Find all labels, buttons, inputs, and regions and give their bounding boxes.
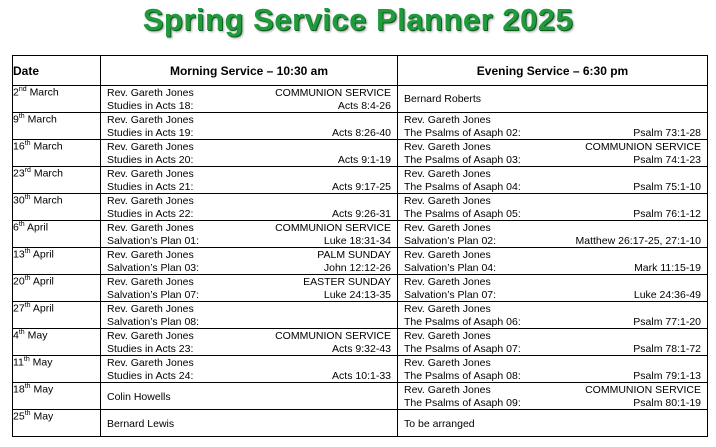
morning-service-cell: [101, 302, 398, 329]
evening-service-note: COMMUNION SERVICE: [585, 141, 701, 153]
morning-service-cell: [101, 329, 398, 356]
morning-service-note: COMMUNION SERVICE: [275, 87, 391, 99]
morning-service-note: COMMUNION SERVICE: [275, 222, 391, 234]
date-suffix: th: [24, 248, 31, 255]
evening-series: The Psalms of Asaph 04:: [404, 180, 521, 193]
evening-scripture: Matthew 26:17-25, 27:1-10: [575, 234, 701, 247]
evening-preacher: Bernard Roberts: [404, 93, 482, 105]
table-row: [13, 248, 708, 275]
evening-scripture: Psalm 78:1-72: [633, 342, 701, 355]
date-cell: [13, 86, 101, 113]
date-month: May: [32, 356, 53, 369]
morning-service-cell: [101, 221, 398, 248]
table-row: [13, 86, 708, 113]
date-cell: [13, 194, 101, 221]
morning-service-cell: [101, 140, 398, 167]
evening-service-cell: [398, 275, 708, 302]
date-month: March: [33, 194, 63, 207]
table-row: [13, 410, 708, 437]
date-cell: [13, 356, 101, 383]
evening-series: The Psalms of Asaph 02:: [404, 126, 521, 139]
date-suffix: rd: [24, 167, 31, 174]
evening-scripture: Psalm 76:1-12: [633, 207, 701, 220]
morning-service-cell: [101, 275, 398, 302]
evening-series: The Psalms of Asaph 03:: [404, 153, 521, 166]
date-suffix: th: [24, 410, 31, 417]
morning-preacher: Rev. Gareth Jones: [107, 303, 194, 315]
morning-series: Salvation’s Plan 08:: [107, 315, 200, 328]
date-suffix: th: [18, 113, 25, 120]
date-cell: [13, 221, 101, 248]
table-row: [13, 329, 708, 356]
date-month: March: [27, 113, 57, 126]
evening-preacher: Rev. Gareth Jones: [404, 303, 491, 315]
morning-scripture: John 12:12-26: [323, 261, 391, 274]
evening-series: Salvation’s Plan 04:: [404, 261, 497, 274]
header-date: Date: [13, 56, 101, 86]
evening-preacher: Rev. Gareth Jones: [404, 276, 491, 288]
evening-preacher: Rev. Gareth Jones: [404, 195, 491, 207]
morning-preacher: Colin Howells: [107, 391, 171, 403]
morning-series: Studies in Acts 18:: [107, 99, 194, 112]
evening-service-cell: [398, 410, 708, 437]
date-cell: [13, 329, 101, 356]
morning-scripture: Acts 10:1-33: [332, 369, 391, 382]
evening-series: The Psalms of Asaph 06:: [404, 315, 521, 328]
evening-preacher: Rev. Gareth Jones: [404, 357, 491, 369]
header-morning-service: Morning Service – 10:30 am: [101, 56, 398, 86]
table-row: [13, 356, 708, 383]
date-cell: [13, 383, 101, 410]
morning-preacher: Rev. Gareth Jones: [107, 114, 194, 126]
evening-preacher: Rev. Gareth Jones: [404, 330, 491, 342]
evening-service-cell: [398, 221, 708, 248]
morning-scripture: Acts 9:32-43: [332, 342, 391, 355]
table-row: [13, 302, 708, 329]
morning-service-cell: [101, 86, 398, 113]
evening-service-cell: [398, 302, 708, 329]
date-day: 9: [13, 113, 19, 126]
morning-scripture: Luke 18:31-34: [323, 234, 391, 247]
evening-scripture: Mark 11:15-19: [634, 261, 701, 274]
morning-series: Studies in Acts 23:: [107, 342, 194, 355]
date-month: April: [27, 221, 49, 234]
evening-scripture: Psalm 75:1-10: [633, 180, 701, 193]
evening-series: Salvation’s Plan 02:: [404, 234, 497, 247]
evening-service-cell: [398, 140, 708, 167]
morning-preacher: Rev. Gareth Jones: [107, 276, 194, 288]
morning-service-note: PALM SUNDAY: [317, 249, 391, 261]
header-row: [13, 56, 708, 86]
date-day: 2: [13, 86, 19, 99]
date-day: 30: [13, 194, 25, 207]
date-month: May: [33, 383, 54, 396]
evening-service-cell: [398, 329, 708, 356]
morning-preacher: Rev. Gareth Jones: [107, 168, 194, 180]
evening-scripture: Psalm 79:1-13: [633, 369, 701, 382]
morning-service-cell: [101, 410, 398, 437]
date-month: April: [32, 248, 54, 261]
date-day: 25: [13, 410, 25, 423]
morning-preacher: Bernard Lewis: [107, 418, 175, 430]
date-day: 18: [13, 383, 25, 396]
morning-service-cell: [101, 356, 398, 383]
date-suffix: th: [24, 302, 31, 309]
service-planner-table: [12, 55, 708, 437]
evening-preacher: Rev. Gareth Jones: [404, 222, 491, 234]
morning-series: Salvation’s Plan 03:: [107, 261, 200, 274]
date-day: 16: [13, 140, 25, 153]
date-month: May: [27, 329, 48, 342]
morning-scripture: Acts 8:4-26: [337, 99, 391, 112]
evening-scripture: Psalm 80:1-19: [633, 396, 701, 409]
evening-scripture: Psalm 73:1-28: [633, 126, 701, 139]
date-cell: [13, 167, 101, 194]
date-cell: [13, 302, 101, 329]
morning-series: Studies in Acts 24:: [107, 369, 194, 382]
evening-series: The Psalms of Asaph 05:: [404, 207, 521, 220]
evening-service-cell: [398, 383, 708, 410]
date-day: 13: [13, 248, 25, 261]
morning-service-cell: [101, 383, 398, 410]
evening-scripture: Psalm 77:1-20: [633, 315, 701, 328]
date-day: 23: [13, 167, 25, 180]
morning-service-cell: [101, 194, 398, 221]
date-month: May: [33, 410, 54, 423]
evening-service-cell: [398, 167, 708, 194]
date-cell: [13, 248, 101, 275]
evening-service-cell: [398, 248, 708, 275]
date-suffix: th: [18, 329, 25, 336]
date-suffix: th: [24, 140, 31, 147]
date-day: 11: [13, 356, 24, 369]
morning-preacher: Rev. Gareth Jones: [107, 87, 194, 99]
evening-preacher: Rev. Gareth Jones: [404, 249, 491, 261]
date-cell: [13, 275, 101, 302]
morning-scripture: Acts 8:26-40: [332, 126, 391, 139]
date-suffix: nd: [18, 86, 27, 93]
date-cell: [13, 113, 101, 140]
morning-series: Studies in Acts 21:: [107, 180, 194, 193]
morning-scripture: Luke 24:13-35: [323, 288, 391, 301]
table-row: [13, 113, 708, 140]
evening-service-cell: [398, 356, 708, 383]
header-evening-service: Evening Service – 6:30 pm: [398, 56, 708, 86]
table-row: [13, 140, 708, 167]
evening-preacher: Rev. Gareth Jones: [404, 168, 491, 180]
evening-preacher: To be arranged: [404, 418, 475, 430]
morning-series: Studies in Acts 19:: [107, 126, 194, 139]
evening-series: Salvation’s Plan 07:: [404, 288, 497, 301]
morning-series: Salvation’s Plan 01:: [107, 234, 200, 247]
morning-preacher: Rev. Gareth Jones: [107, 141, 194, 153]
date-suffix: th: [18, 221, 25, 228]
date-month: March: [33, 140, 63, 153]
date-month: March: [33, 167, 64, 180]
evening-service-cell: [398, 194, 708, 221]
morning-scripture: Acts 9:26-31: [332, 207, 391, 220]
date-day: 6: [13, 221, 19, 234]
morning-preacher: Rev. Gareth Jones: [107, 330, 194, 342]
date-month: April: [32, 275, 54, 288]
date-day: 27: [13, 302, 25, 315]
table-row: [13, 167, 708, 194]
date-suffix: th: [23, 356, 30, 363]
evening-series: The Psalms of Asaph 07:: [404, 342, 521, 355]
evening-preacher: Rev. Gareth Jones: [404, 141, 491, 153]
morning-service-note: EASTER SUNDAY: [303, 276, 391, 288]
date-suffix: th: [24, 194, 31, 201]
morning-scripture: Acts 9:1-19: [337, 153, 391, 166]
table-row: [13, 275, 708, 302]
date-day: 20: [13, 275, 25, 288]
date-cell: [13, 410, 101, 437]
morning-service-cell: [101, 113, 398, 140]
date-month: April: [32, 302, 54, 315]
morning-series: Studies in Acts 22:: [107, 207, 194, 220]
date-cell: [13, 140, 101, 167]
date-suffix: th: [24, 275, 31, 282]
evening-scripture: Luke 24:36-49: [633, 288, 701, 301]
morning-series: Salvation’s Plan 07:: [107, 288, 200, 301]
morning-preacher: Rev. Gareth Jones: [107, 222, 194, 234]
evening-preacher: Rev. Gareth Jones: [404, 114, 491, 126]
morning-preacher: Rev. Gareth Jones: [107, 357, 194, 369]
table-row: [13, 194, 708, 221]
page-title: Spring Service Planner 2025: [142, 2, 574, 37]
morning-preacher: Rev. Gareth Jones: [107, 195, 194, 207]
evening-series: The Psalms of Asaph 08:: [404, 369, 521, 382]
evening-scripture: Psalm 74:1-23: [633, 153, 701, 166]
evening-service-cell: [398, 86, 708, 113]
evening-series: The Psalms of Asaph 09:: [404, 396, 521, 409]
evening-service-note: COMMUNION SERVICE: [585, 384, 701, 396]
morning-service-cell: [101, 248, 398, 275]
evening-preacher: Rev. Gareth Jones: [404, 384, 491, 396]
morning-service-note: COMMUNION SERVICE: [275, 330, 391, 342]
date-day: 4: [13, 329, 19, 342]
morning-scripture: Acts 9:17-25: [332, 180, 391, 193]
evening-service-cell: [398, 113, 708, 140]
table-row: [13, 383, 708, 410]
table-row: [13, 221, 708, 248]
morning-preacher: Rev. Gareth Jones: [107, 249, 194, 261]
date-month: March: [29, 86, 59, 99]
date-suffix: th: [24, 383, 31, 390]
morning-series: Studies in Acts 20:: [107, 153, 194, 166]
morning-service-cell: [101, 167, 398, 194]
